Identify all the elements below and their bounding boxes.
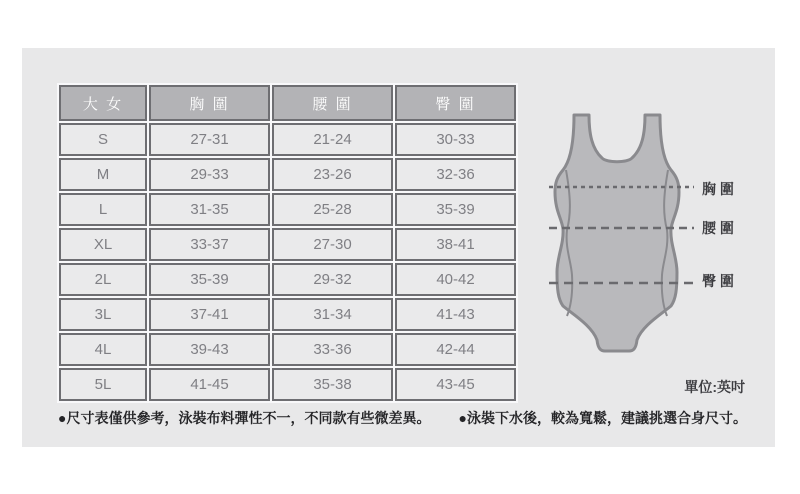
waist-cell: 35-38 — [272, 368, 393, 401]
table-row — [59, 368, 516, 401]
swimsuit-illustration-icon — [545, 108, 695, 358]
waist-cell: 29-32 — [272, 263, 393, 296]
hip-cell: 35-39 — [395, 193, 516, 226]
size-cell: 3L — [59, 298, 147, 331]
waist-label: 腰 圍 — [702, 220, 734, 236]
note-fit-advice: ●泳裝下水後，較為寬鬆，建議挑選合身尺寸。 — [458, 410, 747, 426]
unit-label: 單位:英吋 — [684, 379, 745, 395]
table-row — [59, 333, 516, 366]
header-waist: 腰 圍 — [272, 85, 393, 121]
chest-cell: 37-41 — [149, 298, 270, 331]
notes — [58, 408, 747, 428]
hip-cell: 38-41 — [395, 228, 516, 261]
waist-cell: 33-36 — [272, 333, 393, 366]
waist-cell: 21-24 — [272, 123, 393, 156]
content-panel — [22, 48, 775, 447]
table-row — [59, 193, 516, 226]
hip-cell: 42-44 — [395, 333, 516, 366]
table-row — [59, 228, 516, 261]
swimsuit-body — [555, 115, 679, 351]
chest-cell: 39-43 — [149, 333, 270, 366]
size-cell: 4L — [59, 333, 147, 366]
table-row — [59, 298, 516, 331]
hip-cell: 41-43 — [395, 298, 516, 331]
chest-cell: 27-31 — [149, 123, 270, 156]
note-size-reference: ●尺寸表僅供參考，泳裝布料彈性不一，不同款有些微差異。 — [58, 410, 431, 426]
chest-cell: 31-35 — [149, 193, 270, 226]
hip-cell: 30-33 — [395, 123, 516, 156]
size-cell: 2L — [59, 263, 147, 296]
table-row — [59, 158, 516, 191]
size-cell: 5L — [59, 368, 147, 401]
table-row — [59, 123, 516, 156]
chest-cell: 33-37 — [149, 228, 270, 261]
waist-cell: 23-26 — [272, 158, 393, 191]
size-cell: XL — [59, 228, 147, 261]
size-cell: M — [59, 158, 147, 191]
size-cell: S — [59, 123, 147, 156]
chest-cell: 35-39 — [149, 263, 270, 296]
waist-cell: 31-34 — [272, 298, 393, 331]
size-cell: L — [59, 193, 147, 226]
header-chest: 胸 圍 — [149, 85, 270, 121]
table-header-row — [59, 85, 516, 121]
waist-cell: 27-30 — [272, 228, 393, 261]
chest-cell: 41-45 — [149, 368, 270, 401]
hip-cell: 32-36 — [395, 158, 516, 191]
hip-cell: 40-42 — [395, 263, 516, 296]
table-row — [59, 263, 516, 296]
size-table — [57, 83, 518, 403]
waist-cell: 25-28 — [272, 193, 393, 226]
chest-cell: 29-33 — [149, 158, 270, 191]
hip-cell: 43-45 — [395, 368, 516, 401]
chest-label: 胸 圍 — [702, 181, 734, 197]
hip-label: 臀 圍 — [702, 273, 734, 289]
header-size: 大 女 — [59, 85, 147, 121]
header-hip: 臀 圍 — [395, 85, 516, 121]
